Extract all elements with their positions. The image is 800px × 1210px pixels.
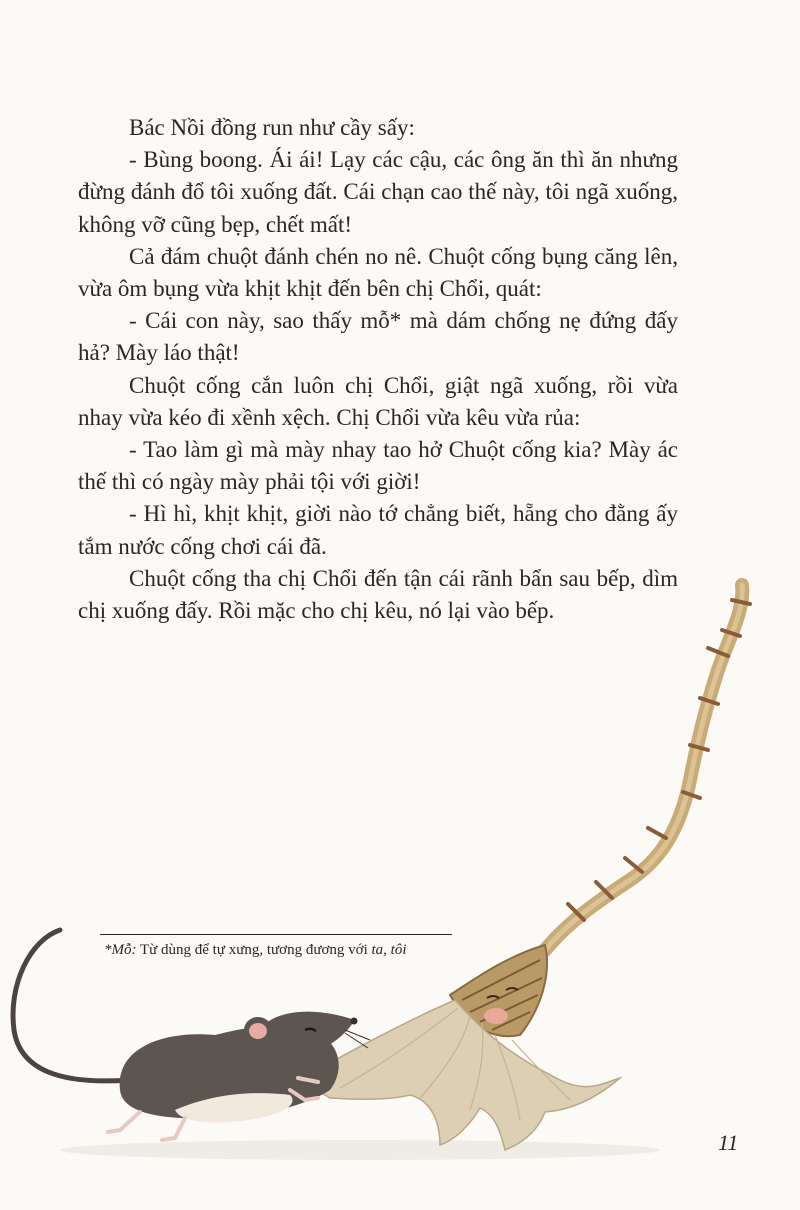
paragraph-5: Chuột cống cắn luôn chị Chổi, giật ngã xuống, rồi vừa nhay vừa kéo đi xềnh xệch. Chị Chổi vừa kêu vừa rủa: (78, 372, 678, 430)
paragraph-4: - Cái con này, sao thấy mỗ* mà dám chống nẹ đứng đấy hả? Mày láo thật! (78, 308, 678, 366)
page-number: 11 (718, 1130, 739, 1155)
footnote-example: ta, tôi (371, 942, 407, 958)
rat-and-broom-illustration (0, 570, 800, 1210)
paragraph-7: - Hì hì, khịt khịt, giời nào tớ chẳng biết, hẵng cho đằng ấy tắm nước cống chơi cái đã. (78, 501, 678, 559)
paragraph-3: Cả đám chuột đánh chén no nê. Chuột cống bụng căng lên, vừa ôm bụng vừa khịt khịt đến bên chị Chổi, quát: (78, 243, 678, 302)
footnote-definition: Từ dùng để tự xưng, tương đương với (136, 942, 372, 958)
paragraph-2: - Bùng boong. Ái ái! Lạy các cậu, các ông ăn thì ăn nhưng đừng đánh đổ tôi xuống đất. Cái chạn cao thế này, tôi ngã xuống, không vỡ cũng bẹp, chết mất! (78, 147, 678, 237)
paragraph-8: Chuột cống tha chị Chổi đến tận cái rãnh bẩn sau bếp, dìm chị xuống đấy. Rồi mặc cho chị kêu, nó lại vào bếp. (78, 565, 678, 624)
paragraph-6: - Tao làm gì mà mày nhay tao hở Chuột cống kia? Mày ác thế thì có ngày mày phải tội với giời! (78, 437, 678, 495)
footnote (104, 942, 407, 959)
rat-illustration (13, 930, 370, 1140)
footnote-term: *Mỗ: (104, 942, 137, 958)
paragraph-1: Bác Nồi đồng run như cầy sấy: (129, 115, 415, 140)
broom-illustration (300, 585, 750, 1150)
story-text (78, 112, 678, 627)
footnote-divider (100, 934, 452, 935)
